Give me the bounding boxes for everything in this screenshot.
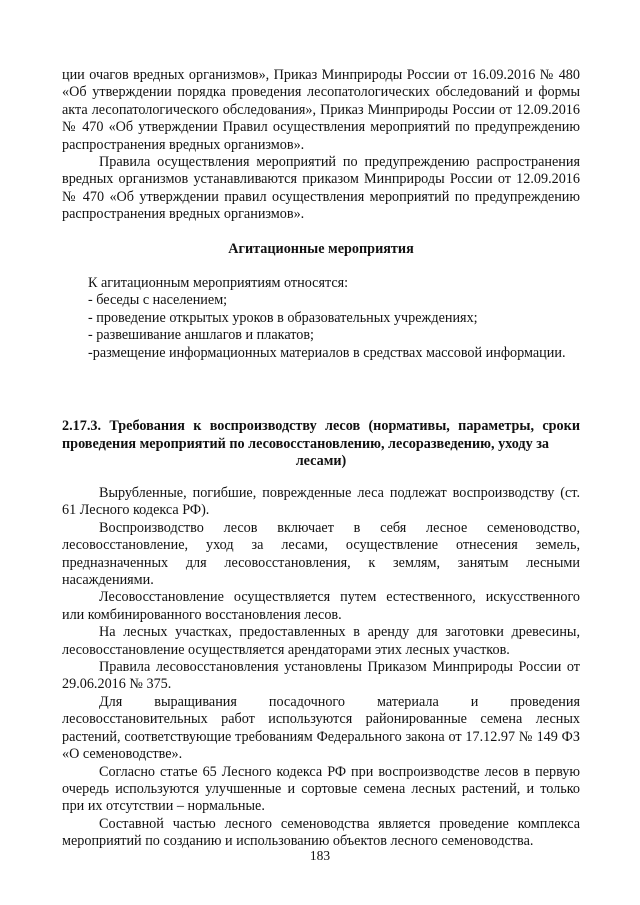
section-heading [62,418,580,471]
section-body [62,485,580,851]
paragraph-rules: Правила осуществления мероприятий по предупреждению распространения вредных организмов устанавливаются приказом Минприроды России от 12.09.2016 № 470 «Об утверждении правил осуществления мероприятий по предупреждению распространения вредных организмов». [62,154,580,223]
paragraph: Правила лесовосстановления установлены Приказом Минприроды России от 29.06.2016 № 375. [62,659,580,693]
paragraph: Согласно статье 65 Лесного кодекса РФ при воспроизводстве лесов в первую очередь используются улучшенные и сортовые семена лесных растений, и только при их отсутствии – нормальные. [62,763,580,815]
agitation-intro: К агитационным мероприятиям относятся: [88,275,349,291]
paragraph: Вырубленные, погибшие, поврежденные леса подлежат воспроизводству (ст. 61 Лесного кодекса РФ). [62,485,580,519]
paragraph: Для выращивания посадочного материала и проведения лесовосстановительных работ используются районированные семена лесных растений, соответствующие требованиям Федерального закона от 17.12.97 № 149 ФЗ «О семеноводстве». [62,693,580,763]
top-text-block [62,67,580,224]
section-heading-end: лесами) [295,453,347,470]
paragraph-continuation: ции очагов вредных организмов», Приказ Минприроды России от 16.09.2016 № 480 «Об утверждении порядка проведения лесопатологических обследований и формы акта лесопатологического обследования», Приказ Минприроды России от 12.09.2016 № 470 «Об утверждении Правил осуществления мероприятий по предупреждению распространения вредных организмов». [62,67,580,153]
paragraph: Воспроизводство лесов включает в себя лесное семеноводство, лесовосстановление, уход за лесами, осуществление отнесения земель, предназначенных для лесовосстановления, к землям, занятым лесными насаждениями. [62,519,580,589]
page-number: 183 [309,848,331,863]
list-item: - развешивание аншлагов и плакатов; [88,327,314,344]
agitation-heading: Агитационные мероприятия [228,241,414,257]
list-item: - беседы с населением; [88,292,228,309]
paragraph: Составной частью лесного семеноводства является проведение комплекса мероприятий по созданию и использованию объектов лесного семеноводства. [62,815,580,850]
paragraph: Лесовосстановление осуществляется путем естественного, искусственного или комбинированного восстановления лесов. [62,589,580,623]
paragraph: На лесных участках, предоставленных в аренду для заготовки древесины, лесовосстановление осуществляется арендаторами этих лесных участков. [62,624,580,658]
agitation-list [62,275,580,362]
list-item: -размещение информационных материалов в средствах массовой информации. [88,344,566,361]
list-item: - проведение открытых уроков в образовательных учреждениях; [88,309,478,326]
section-heading-text: 2.17.3. Требования к воспроизводству лесов (нормативы, параметры, сроки проведения мероприятий по лесовосстановлению, лесоразведению, уходу за [62,418,580,452]
